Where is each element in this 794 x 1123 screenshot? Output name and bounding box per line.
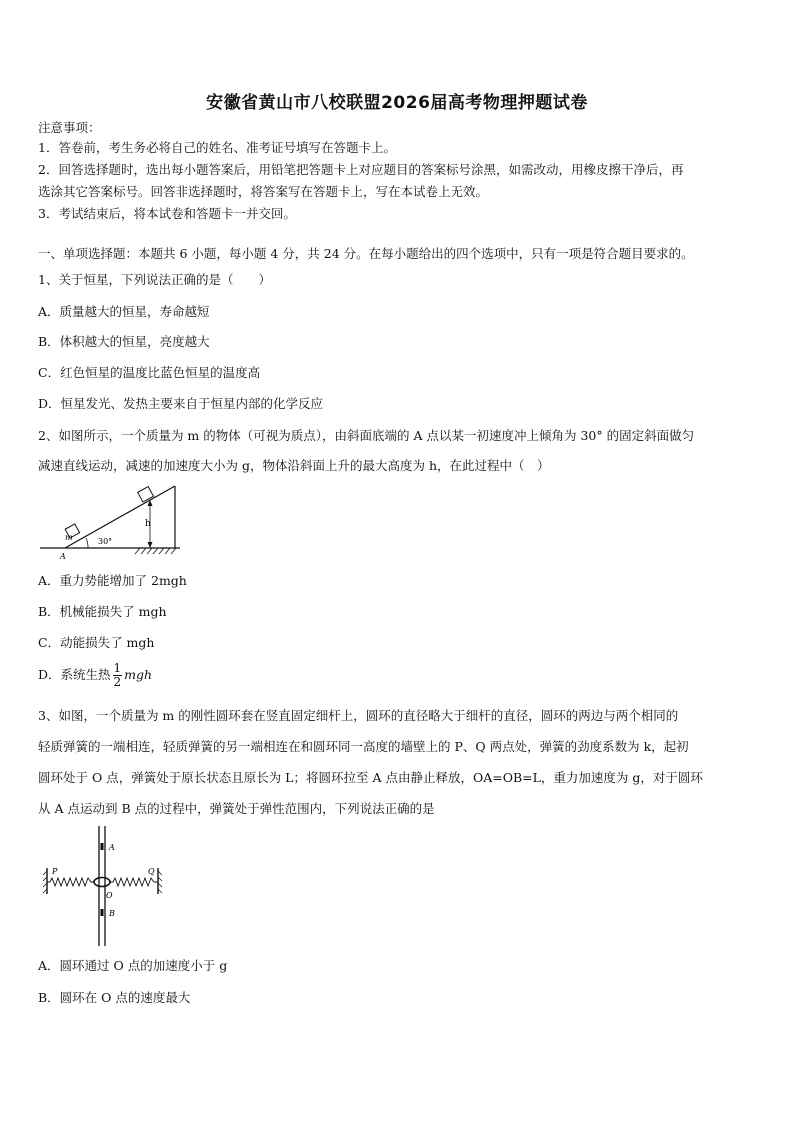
- question-3-option-b: B．圆环在 O 点的速度最大: [38, 990, 191, 1005]
- question-2-option-c: C．动能损失了 mgh: [38, 635, 155, 650]
- fraction-denominator: 2: [113, 675, 122, 689]
- question-3-stem-line: 轻质弹簧的一端相连，轻质弹簧的另一端相连在和圆环同一高度的墙壁上的 P、Q 两点处，弹簧的劲度系数为 k，起初: [38, 739, 689, 754]
- figure-label-h: h: [145, 519, 151, 529]
- figure-label-b: B: [109, 909, 115, 918]
- figure-label-p: P: [52, 867, 58, 876]
- figure-label-m: m: [65, 533, 73, 542]
- figure-label-a: A: [60, 552, 66, 561]
- figure-label-q: Q: [148, 867, 155, 876]
- question-1-option-b: B．体积越大的恒星，亮度越大: [38, 334, 210, 349]
- question-3-stem-line: 圆环处于 O 点，弹簧处于原长状态且原长为 L；将圆环拉至 A 点由静止释放，OA=OB=L，重力加速度为 g，对于圆环: [38, 770, 703, 785]
- question-1-option-c: C．红色恒星的温度比蓝色恒星的温度高: [38, 365, 261, 380]
- notes-heading: 注意事项：: [38, 120, 101, 135]
- spring-ring-figure: [40, 826, 170, 948]
- note-item: 选涂其它答案标号。回答非选择题时，将答案写在答题卡上，写在本试卷上无效。: [38, 184, 489, 199]
- fraction: [113, 662, 123, 689]
- note-item: 3．考试结束后，将本试卷和答题卡一并交回。: [38, 206, 296, 221]
- page-title: 安徽省黄山市八校联盟2026届高考物理押题试卷: [206, 93, 588, 113]
- option-d-prefix: D．系统生热: [38, 667, 111, 682]
- figure-label-o: O: [106, 891, 113, 900]
- figure-label-angle: 30°: [98, 537, 113, 546]
- question-1-stem: 1、关于恒星，下列说法正确的是（ ）: [38, 272, 271, 287]
- note-item: 2．回答选择题时，选出每小题答案后，用铅笔把答题卡上对应题目的答案标号涂黑，如需改动，用橡皮擦干净后，再: [38, 162, 684, 177]
- question-2-option-b: B．机械能损失了 mgh: [38, 604, 167, 619]
- question-2-stem-line: 2、如图所示，一个质量为 m 的物体（可视为质点），由斜面底端的 A 点以某一初速度冲上倾角为 30° 的固定斜面做匀: [38, 428, 695, 443]
- question-3-option-a: A．圆环通过 O 点的加速度小于 g: [38, 958, 228, 973]
- question-1-option-d: D．恒星发光、发热主要来自于恒星内部的化学反应: [38, 396, 324, 411]
- question-2-option-d: [38, 662, 758, 689]
- note-item: 1．答卷前，考生务必将自己的姓名、准考证号填写在答题卡上。: [38, 140, 396, 155]
- option-d-suffix: mgh: [124, 667, 153, 682]
- section-heading: 一、单项选择题：本题共 6 小题，每小题 4 分，共 24 分。在每小题给出的四个选项中，只有一项是符合题目要求的。: [38, 246, 694, 261]
- incline-figure: [40, 478, 185, 564]
- fraction-numerator: 1: [113, 661, 122, 675]
- figure-label-a: A: [109, 843, 115, 852]
- question-1-option-a: A．质量越大的恒星，寿命越短: [38, 304, 210, 319]
- question-3-stem-line: 3、如图，一个质量为 m 的刚性圆环套在竖直固定细杆上，圆环的直径略大于细杆的直径，圆环的两边与两个相同的: [38, 708, 679, 723]
- question-2-stem-line: 减速直线运动，减速的加速度大小为 g，物体沿斜面上升的最大高度为 h，在此过程中（ ）: [38, 458, 550, 473]
- question-3-stem-line: 从 A 点运动到 B 点的过程中，弹簧处于弹性范围内，下列说法正确的是: [38, 801, 435, 816]
- question-2-option-a: A．重力势能增加了 2mgh: [38, 573, 187, 588]
